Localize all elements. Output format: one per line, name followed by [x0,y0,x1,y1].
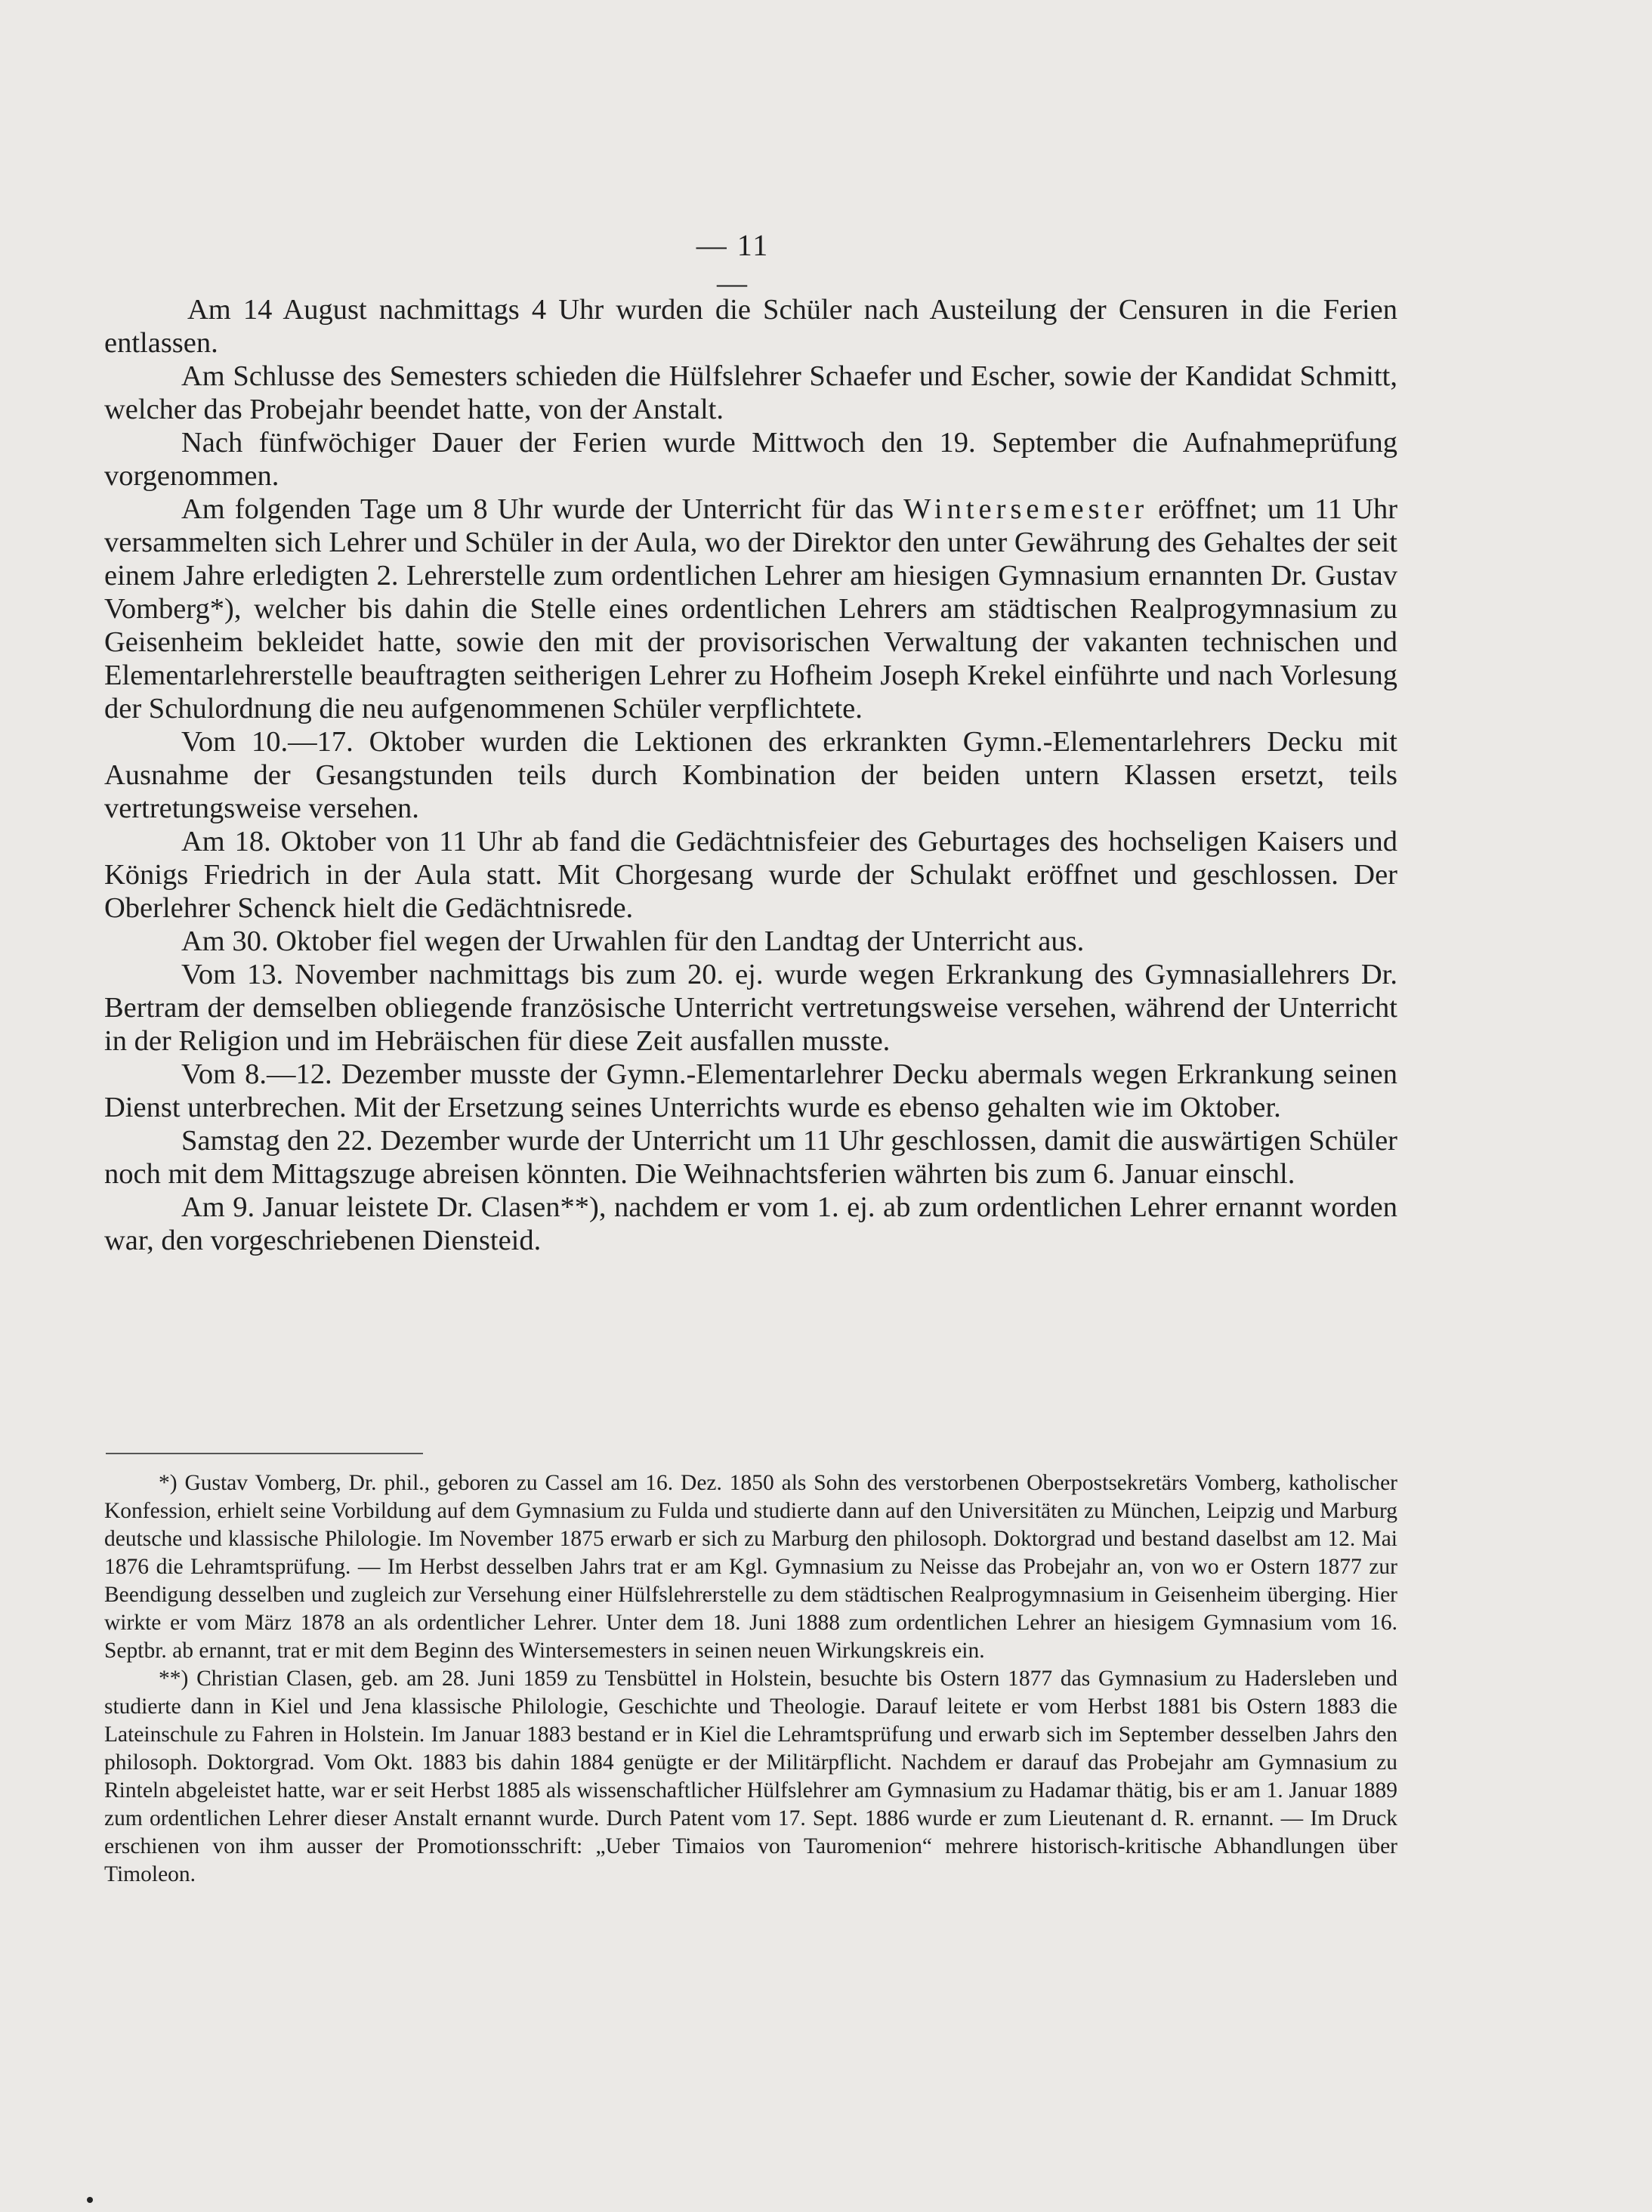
paragraph-weihnachtsferien: Samstag den 22. Dezember wurde der Unterricht um 11 Uhr geschlossen, damit die auswärtigen Schüler noch mit dem Mittagszuge abreisen könnten. Die Weihnachtsferien währten bis zum 6. Januar einschl. [104,1125,1397,1190]
paragraph-wintersemester [104,493,1397,725]
paragraph-dezember: Vom 8.—12. Dezember musste der Gymn.-Elementarlehrer Decku abermals wegen Erkrankung seinen Dienst unterbrechen. Mit der Ersetzung seines Unterrichts wurde es ebenso gehalten wie im Oktober. [104,1058,1397,1123]
paragraph-oktober-vertretung: Vom 10.—17. Oktober wurden die Lektionen des erkrankten Gymn.-Elementarlehrers Decku mit Ausnahme der Gesangstunden teils durch Kombination der beiden untern Klassen ersetzt, teils vertretungsweise versehen. [104,726,1397,824]
footnote-clasen: **) Christian Clasen, geb. am 28. Juni 1859 zu Tensbüttel in Holstein, besuchte bis Ostern 1877 das Gymnasium zu Hadersleben und studierte dann in Kiel und Jena klassische Philologie, Geschichte und Theologie. Darauf leitete er vom Herbst 1881 bis Ostern 1883 die Lateinschule zu Fahren in Holstein. Im Januar 1883 bestand er in Kiel die Lehramtsprüfung und erwarb sich im September desselben Jahrs den philosoph. Doktorgrad. Vom Okt. 1883 bis dahin 1884 genügte er der Militärpflicht. Nachdem er darauf das Probejahr am Gymnasium zu Rinteln abgeleistet hatte, war er seit Herbst 1885 als wissenschaftlicher Hülfslehrer am Gymnasium zu Hadamar thätig, bis er am 1. Januar 1889 zum ordentlichen Lehrer dieser Anstalt ernannt wurde. Durch Patent vom 17. Sept. 1886 wurde er zum Lieutenant d. R. ernannt. — Im Druck erschienen von ihm ausser der Promotionsschrift: „Ueber Timaios von Tauromenion“ mehrere historisch-kritische Abhandlungen über Timoleon. [104,1667,1397,1886]
paragraph-wintersemester-start: Am folgenden Tage um 8 Uhr wurde der Unterricht für das [181,493,894,525]
footnotes [104,1469,1397,1889]
ink-speck [87,2197,93,2203]
wintersemester-term: Wintersemester [903,493,1149,525]
paragraph-aufnahmepruefung: Nach fünfwöchiger Dauer der Ferien wurde Mittwoch den 19. September die Aufnahmeprüfung vorgenommen. [104,427,1397,492]
paragraph-urwahlen: Am 30. Oktober fiel wegen der Urwahlen für den Landtag der Unterricht aus. [181,925,1085,957]
paragraph-november: Vom 13. November nachmittags bis zum 20. ej. wurde wegen Erkrankung des Gymnasiallehrers Dr. Bertram der demselben obliegende französische Unterricht vertretungsweise versehen, während der Unterricht in der Religion und im Hebräischen für diese Zeit ausfallen musste. [104,959,1397,1057]
footnote-vomberg: *) Gustav Vomberg, Dr. phil., geboren zu Cassel am 16. Dez. 1850 als Sohn des verstorbenen Oberpostsekretärs Vomberg, katholischer Konfession, erhielt seine Vorbildung auf dem Gymnasium zu Fulda und studierte dann auf den Universitäten zu München, Leipzig und Marburg deutsche und klassische Philologie. Im November 1875 erwarb er sich zu Marburg den philosoph. Doktorgrad und bestand daselbst am 12. Mai 1876 die Lehramtsprüfung. — Im Herbst desselben Jahrs trat er am Kgl. Gymnasium zu Neisse das Probejahr an, von wo er Ostern 1877 zur Beendigung desselben und zugleich zur Versehung einer Hülfslehrerstelle zu dem städtischen Realprogymnasium in Geisenheim überging. Hier wirkte er vom März 1878 an als ordentlicher Lehrer. Unter dem 18. Juni 1888 zum ordentlichen Lehrer an hiesigem Gymnasium vom 16. Septbr. ab ernannt, trat er mit dem Beginn des Wintersemesters in seinen neuen Wirkungskreis ein. [104,1471,1397,1663]
paragraph-gedaechtnisfeier: Am 18. Oktober von 11 Uhr ab fand die Gedächtnisfeier des Geburtages des hochseligen Kaisers und Königs Friedrich in der Aula statt. Mit Chorgesang wurde der Schulakt eröffnet und geschlossen. Der Oberlehrer Schenck hielt die Gedächtnisrede. [104,826,1397,924]
paragraph-diensteid: Am 9. Januar leistete Dr. Clasen**), nachdem er vom 1. ej. ab zum ordentlichen Lehrer ernannt worden war, den vorgeschriebenen Diensteid. [104,1191,1397,1256]
footnote-divider [106,1453,423,1454]
paragraph-semesterschluss: Am Schlusse des Semesters schieden die Hülfslehrer Schaefer und Escher, sowie der Kandidat Schmitt, welcher das Probejahr beendet hatte, von der Anstalt. [104,360,1397,425]
page-number: — 11 — [696,228,770,300]
paragraph-ferien: Am 14 August nachmittags 4 Uhr wurden die Schüler nach Austeilung der Censuren in die Ferien entlassen. [104,294,1397,359]
main-text [104,293,1397,1257]
paragraph-wintersemester-rest: eröffnet; um 11 Uhr versammelten sich Lehrer und Schüler in der Aula, wo der Direktor den unter Gewährung des Gehaltes der seit einem Jahre erledigten 2. Lehrerstelle zum ordentlichen Lehrer am hiesigen Gymnasium ernannten Dr. Gustav Vomberg*), welcher bis dahin die Stelle eines ordentlichen Lehrers am städtischen Realprogymnasium zu Geisenheim bekleidet hatte, sowie den mit der provisorischen Verwaltung der vakanten technischen und Elementarlehrerstelle beauftragten seitherigen Lehrer zu Hofheim Joseph Krekel einführte und nach Vorlesung der Schulordnung die neu aufgenommenen Schüler verpflichtete. [104,493,1398,724]
